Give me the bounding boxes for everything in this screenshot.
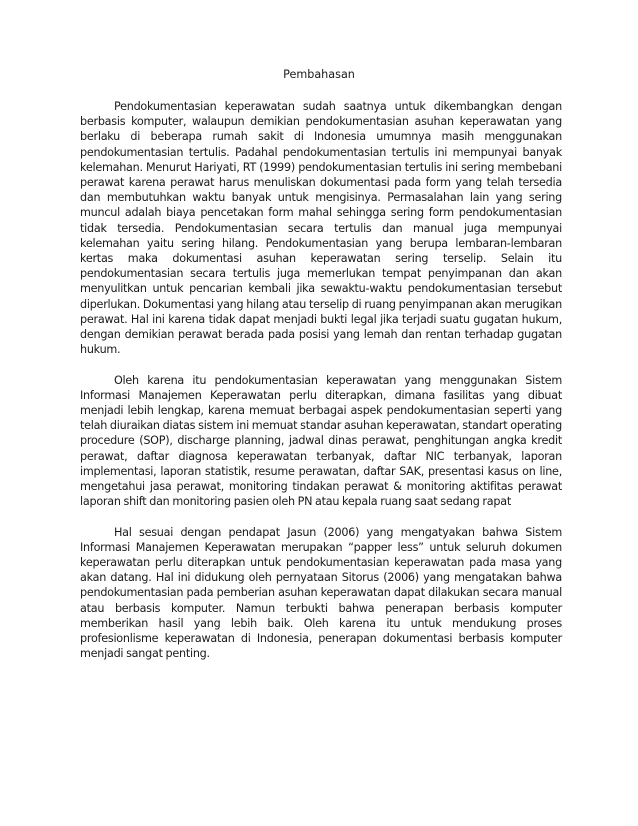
page-title: Pembahasan — [283, 68, 355, 81]
paragraph-1: Pendokumentasian keperawatan sudah saatnya untuk dikembangkan dengan berbasis komputer, walaupun demikian pendokumentasian asuhan keperawatan yang berlaku di beberapa rumah sakit di Indonesia umumnya masih menggunakan pendokumentasian tertulis. Padahal pendokumentasian tertulis ini mempunyai banyak kelemahan. Menurut Hariyati, RT (1999) pendokumentasian tertulis ini sering membebani perawat karena perawat harus menuliskan dokumentasi pada form yang telah tersedia dan membutuhkan waktu banyak untuk mengisinya. Permasalahan lain yang sering muncul adalah biaya pencetakan form mahal sehingga sering form pendokumentasian tidak tersedia. Pendokumentasian secara tertulis dan manual juga mempunyai kelemahan yaitu sering hilang. Pendokumentasian yang berupa lembaran-lembaran kertas maka dokumentasi asuhan keperawatan sering terselip. Selain itu pendokumentasian secara tertulis juga memerlukan tempat penyimpanan dan akan menyulitkan untuk pencarian kembali jika sewaktu-waktu pendokumentasian tersebut diperlukan. Dokumentasi yang hilang atau terselip di ruang penyimpanan akan merugikan perawat. Hal ini karena tidak dapat menjadi bukti legal jika terjadi suatu gugatan hukum, dengan demikian perawat berada pada posisi yang lemah dan rentan terhadap gugatan hukum. — [80, 100, 562, 357]
paragraph-3: Hal sesuai dengan pendapat Jasun (2006) yang mengatyakan bahwa Sistem Informasi Manajemen Keperawatan merupakan “papper less” untuk seluruh dokumen keperawatan perlu diterapkan untuk pendokumentasian keperawatan pada masa yang akan datang. Hal ini didukung oleh pernyataan Sitorus (2006) yang mengatakan bahwa pendokumentasian pada pemberian asuhan keperawatan dapat dilakukan secara manual atau berbasis komputer. Namun terbukti bahwa penerapan berbasis komputer memberikan hasil yang lebih baik. Oleh karena itu untuk mendukung proses profesionlisme keperawatan di Indonesia, penerapan dokumentasi berbasis komputer menjadi sangat penting. — [80, 525, 562, 661]
document-body — [80, 99, 562, 677]
paragraph-2: Oleh karena itu pendokumentasian keperawatan yang menggunakan Sistem Informasi Manajemen Keperawatan perlu diterapkan, dimana fasilitas yang dibuat menjadi lebih lengkap, karena memuat berbagai aspek pendokumentasian seperti yang telah diuraikan diatas sistem ini memuat standar asuhan keperawatan, standart operating procedure (SOP), discharge planning, jadwal dinas perawat, penghitungan angka kredit perawat, daftar diagnosa keperawatan terbanyak, daftar NIC terbanyak, laporan implementasi, laporan statistik, resume perawatan, daftar SAK, presentasi kasus on line, mengetahui jasa perawat, monitoring tindakan perawat & monitoring aktifitas perawat laporan shift dan monitoring pasien oleh PN atau kepala ruang saat sedang rapat — [80, 373, 562, 509]
